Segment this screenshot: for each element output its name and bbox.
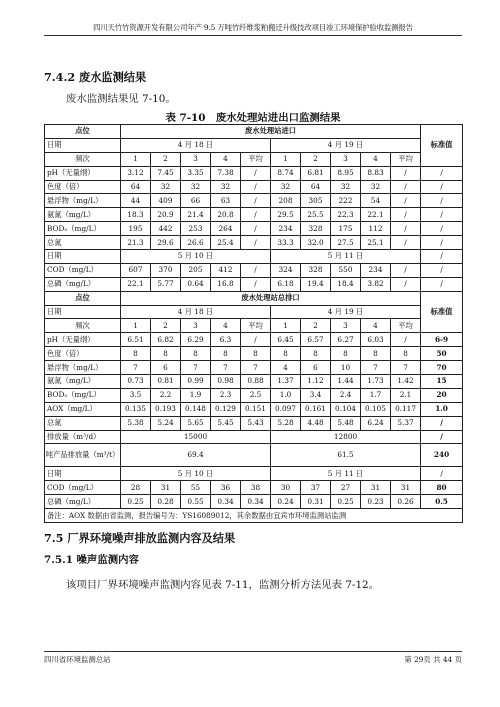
value-cell: 25.1 — [361, 236, 391, 250]
discharge-label: 排放量（m³/d） — [45, 430, 121, 444]
date-cell: 5 月 10 日 — [121, 250, 271, 264]
value-cell: 5.45 — [211, 416, 241, 430]
value-cell: 3.5 — [121, 388, 151, 402]
table-row — [45, 361, 463, 375]
table-row — [45, 481, 463, 495]
value-cell: / — [241, 277, 271, 291]
freq-cell: 2 — [301, 152, 331, 166]
row-label: 色度（倍） — [45, 347, 121, 361]
value-cell: 54 — [361, 194, 391, 208]
value-cell: 37 — [301, 481, 331, 495]
value-cell: 32 — [361, 180, 391, 194]
value-cell: 6.18 — [271, 277, 301, 291]
value-cell: 0.151 — [241, 402, 271, 416]
value-cell: 22.1 — [121, 277, 151, 291]
value-cell: 3.12 — [121, 166, 151, 180]
value-cell: 18.4 — [331, 277, 361, 291]
std-cell: 240 — [421, 444, 463, 467]
std-cell: 15 — [421, 375, 463, 389]
freq-label: 频次 — [45, 319, 121, 333]
freq-label: 频次 — [45, 152, 121, 166]
value-cell: 328 — [301, 222, 331, 236]
value-cell: 36 — [211, 481, 241, 495]
row-label: 总氮 — [45, 236, 121, 250]
value-cell: 234 — [361, 263, 391, 277]
freq-cell: 4 — [211, 152, 241, 166]
value-cell: 7 — [361, 361, 391, 375]
row-label: AOX（mg/L） — [45, 402, 121, 416]
std-cell: / — [421, 180, 463, 194]
value-cell: 7.38 — [211, 166, 241, 180]
value-cell: 6.03 — [361, 333, 391, 347]
std-cell: / — [421, 250, 463, 264]
value-cell: 6.29 — [181, 333, 211, 347]
value-cell: 328 — [301, 263, 331, 277]
date-label: 日期 — [45, 250, 121, 264]
table-row — [45, 194, 463, 208]
section-heading-75: 7.5 厂界环境噪声排放监测内容及结果 — [44, 531, 236, 545]
footer-organization: 四川省环境监测总站 — [44, 655, 111, 664]
table-note-block — [45, 509, 463, 523]
value-cell: 0.193 — [151, 402, 181, 416]
std-cell: / — [421, 166, 463, 180]
value-cell: 29.6 — [151, 236, 181, 250]
page-number: 第 29页 共 44 页 — [404, 655, 462, 664]
value-cell: 324 — [271, 263, 301, 277]
value-cell: 0.129 — [211, 402, 241, 416]
value-cell: 1.42 — [391, 375, 421, 389]
value-cell: 7 — [391, 361, 421, 375]
value-cell: 8 — [151, 347, 181, 361]
freq-cell: 2 — [301, 319, 331, 333]
table-row — [45, 222, 463, 236]
value-cell: 8 — [361, 347, 391, 361]
value-cell: 5.48 — [331, 416, 361, 430]
freq-cell: 1 — [271, 152, 301, 166]
value-cell: 5.24 — [151, 416, 181, 430]
outlet-rows — [45, 333, 463, 430]
row-label: 悬浮物（mg/L） — [45, 194, 121, 208]
value-cell: 19.4 — [301, 277, 331, 291]
freq-cell: 平均 — [391, 152, 421, 166]
per-ton-value: 69.4 — [121, 444, 271, 467]
value-cell: 21.4 — [181, 208, 211, 222]
value-cell: 6.3 — [211, 333, 241, 347]
value-cell: / — [391, 180, 421, 194]
paragraph-intro: 废水监测结果见 7-10。 — [66, 93, 176, 105]
value-cell: 18.3 — [121, 208, 151, 222]
value-cell: 20.8 — [211, 208, 241, 222]
value-cell: 0.104 — [331, 402, 361, 416]
table-row — [45, 375, 463, 389]
value-cell: 234 — [271, 222, 301, 236]
std-cell: 20 — [421, 388, 463, 402]
value-cell: 21.3 — [121, 236, 151, 250]
value-cell: 16.8 — [211, 277, 241, 291]
value-cell: 2.3 — [211, 388, 241, 402]
value-cell: 66 — [181, 194, 211, 208]
value-cell: 7 — [211, 361, 241, 375]
freq-cell: 3 — [181, 319, 211, 333]
value-cell: 0.88 — [241, 375, 271, 389]
value-cell: 0.34 — [211, 495, 241, 509]
value-cell: / — [391, 263, 421, 277]
value-cell: 7 — [241, 361, 271, 375]
value-cell: / — [391, 208, 421, 222]
outlet-rows-2 — [45, 481, 463, 509]
value-cell: / — [241, 180, 271, 194]
value-cell: 6.27 — [331, 333, 361, 347]
row-label: 氨氮（mg/L） — [45, 208, 121, 222]
value-cell: 0.105 — [361, 402, 391, 416]
std-cell: 70 — [421, 361, 463, 375]
value-cell: 8.74 — [271, 166, 301, 180]
std-cell: / — [421, 236, 463, 250]
discharge-value: 15000 — [121, 430, 271, 444]
row-label: COD（mg/L） — [45, 481, 121, 495]
value-cell: 195 — [121, 222, 151, 236]
value-cell: 8.83 — [361, 166, 391, 180]
value-cell: 38 — [241, 481, 271, 495]
value-cell: 8 — [241, 347, 271, 361]
value-cell: 20.9 — [151, 208, 181, 222]
value-cell: 0.98 — [211, 375, 241, 389]
value-cell: 7 — [181, 361, 211, 375]
value-cell: 8 — [331, 347, 361, 361]
value-cell: 0.31 — [301, 495, 331, 509]
date-cell: 5 月 10 日 — [121, 467, 271, 481]
value-cell: 5.77 — [151, 277, 181, 291]
row-label: 总磷（mg/L） — [45, 495, 121, 509]
value-cell: / — [391, 236, 421, 250]
value-cell: 0.81 — [151, 375, 181, 389]
row-label: BOD₅（mg/L） — [45, 388, 121, 402]
row-label: 总磷（mg/L） — [45, 277, 121, 291]
table-caption: 表 7-10 废水处理站进出口监测结果 — [165, 112, 341, 124]
value-cell: 370 — [151, 263, 181, 277]
value-cell: 28 — [121, 481, 151, 495]
value-cell: 64 — [121, 180, 151, 194]
section-heading-751: 7.5.1 噪声监测内容 — [44, 554, 139, 566]
value-cell: 0.117 — [391, 402, 421, 416]
value-cell: 3.35 — [181, 166, 211, 180]
inlet-date2-block — [45, 250, 463, 264]
value-cell: 63 — [211, 194, 241, 208]
freq-cell: 1 — [121, 319, 151, 333]
value-cell: / — [241, 333, 271, 347]
std-header: 标准值 — [421, 291, 463, 333]
value-cell: 31 — [391, 481, 421, 495]
table-row — [45, 180, 463, 194]
outlet-block — [45, 291, 463, 333]
value-cell: 25.4 — [211, 236, 241, 250]
freq-cell: 2 — [151, 319, 181, 333]
value-cell: 175 — [331, 222, 361, 236]
value-cell: 3.82 — [361, 277, 391, 291]
std-cell: / — [421, 467, 463, 481]
freq-cell: 平均 — [391, 319, 421, 333]
freq-cell: 平均 — [241, 152, 271, 166]
value-cell: 44 — [121, 194, 151, 208]
inlet-block — [45, 125, 463, 167]
value-cell: 3.4 — [301, 388, 331, 402]
value-cell: 1.9 — [181, 388, 211, 402]
value-cell: 0.26 — [391, 495, 421, 509]
value-cell: 1.73 — [361, 375, 391, 389]
value-cell: 0.135 — [121, 402, 151, 416]
value-cell: 6 — [151, 361, 181, 375]
value-cell: 5.65 — [181, 416, 211, 430]
page-header: 四川天竹竹资源开发有限公司年产 9.5 万吨竹纤维浆粕搬迁升级技改项目竣工环境保护验收监测报告 — [44, 22, 462, 36]
value-cell: 409 — [151, 194, 181, 208]
value-cell: 55 — [181, 481, 211, 495]
freq-cell: 3 — [181, 152, 211, 166]
value-cell: 6.82 — [151, 333, 181, 347]
freq-cell: 2 — [151, 152, 181, 166]
table-row — [45, 263, 463, 277]
row-label: pH（无量纲） — [45, 166, 121, 180]
discharge-value: 12800 — [271, 430, 421, 444]
value-cell: 22.3 — [331, 208, 361, 222]
value-cell: 8.95 — [331, 166, 361, 180]
value-cell: 5.43 — [241, 416, 271, 430]
value-cell: 208 — [271, 194, 301, 208]
value-cell: 8 — [181, 347, 211, 361]
value-cell: 32 — [271, 180, 301, 194]
std-cell: 50 — [421, 347, 463, 361]
value-cell: 607 — [121, 263, 151, 277]
value-cell: 0.34 — [241, 495, 271, 509]
value-cell: 0.73 — [121, 375, 151, 389]
std-cell: 1.0 — [421, 402, 463, 416]
value-cell: / — [391, 277, 421, 291]
inlet-rows-2 — [45, 263, 463, 291]
point-label: 点位 — [45, 291, 121, 305]
table-row — [45, 333, 463, 347]
value-cell: 32.0 — [301, 236, 331, 250]
freq-cell: 1 — [271, 319, 301, 333]
value-cell: / — [391, 222, 421, 236]
value-cell: 0.64 — [181, 277, 211, 291]
freq-cell: 3 — [331, 319, 361, 333]
value-cell: 32 — [181, 180, 211, 194]
value-cell: 33.3 — [271, 236, 301, 250]
value-cell: 22.1 — [361, 208, 391, 222]
date-cell: 4 月 18 日 — [121, 138, 271, 152]
value-cell: 27 — [331, 481, 361, 495]
table-row — [45, 495, 463, 509]
table-row — [45, 208, 463, 222]
value-cell: 8 — [211, 347, 241, 361]
value-cell: / — [241, 208, 271, 222]
value-cell: 0.25 — [331, 495, 361, 509]
value-cell: / — [391, 166, 421, 180]
value-cell: 8 — [121, 347, 151, 361]
value-cell: 4.48 — [301, 416, 331, 430]
value-cell: 5.37 — [391, 416, 421, 430]
value-cell: 442 — [151, 222, 181, 236]
std-cell: / — [421, 222, 463, 236]
date-cell: 5 月 11 日 — [271, 467, 421, 481]
value-cell: 2.1 — [391, 388, 421, 402]
value-cell: 4 — [271, 361, 301, 375]
std-cell: / — [421, 208, 463, 222]
value-cell: 6.24 — [361, 416, 391, 430]
table-row — [45, 166, 463, 180]
value-cell: 222 — [331, 194, 361, 208]
per-ton-value: 61.5 — [271, 444, 421, 467]
section-heading-742: 7.4.2 废水监测结果 — [44, 70, 147, 84]
value-cell: 412 — [211, 263, 241, 277]
value-cell: 0.55 — [181, 495, 211, 509]
value-cell: / — [241, 236, 271, 250]
value-cell: 205 — [181, 263, 211, 277]
value-cell: 6.45 — [271, 333, 301, 347]
value-cell: 6.51 — [121, 333, 151, 347]
value-cell: 8 — [391, 347, 421, 361]
value-cell: 0.23 — [361, 495, 391, 509]
date-label: 日期 — [45, 467, 121, 481]
outlet-discharge-block — [45, 430, 463, 481]
value-cell: 5.28 — [271, 416, 301, 430]
paragraph-noise: 该项目厂界环境噪声监测内容见表 7-11，监测分析方法见表 7-12。 — [66, 579, 380, 591]
freq-cell: 4 — [211, 319, 241, 333]
value-cell: 30 — [271, 481, 301, 495]
date-cell: 4 月 19 日 — [271, 138, 421, 152]
value-cell: 6.57 — [301, 333, 331, 347]
date-cell: 4 月 18 日 — [121, 305, 271, 319]
row-label: BOD₅（mg/L） — [45, 222, 121, 236]
value-cell: 550 — [331, 263, 361, 277]
value-cell: 2.2 — [151, 388, 181, 402]
row-label: pH（无量纲） — [45, 333, 121, 347]
freq-cell: 1 — [121, 152, 151, 166]
value-cell: 10 — [331, 361, 361, 375]
row-label: 悬浮物（mg/L） — [45, 361, 121, 375]
value-cell: 1.0 — [271, 388, 301, 402]
freq-cell: 4 — [361, 319, 391, 333]
table-row — [45, 416, 463, 430]
value-cell: 0.25 — [121, 495, 151, 509]
table-row — [45, 236, 463, 250]
table-note: 备注：AOX 数据由省监测，报告编号为：YS16089012，其余数据由宜宾市环境监测站监测 — [45, 509, 463, 523]
std-header: 标准值 — [421, 125, 463, 167]
inlet-rows — [45, 166, 463, 249]
std-cell: 6-9 — [421, 333, 463, 347]
value-cell: 1.12 — [301, 375, 331, 389]
value-cell: / — [241, 166, 271, 180]
point-label: 点位 — [45, 125, 121, 139]
value-cell: 2.4 — [331, 388, 361, 402]
value-cell: 264 — [211, 222, 241, 236]
value-cell: 0.097 — [271, 402, 301, 416]
value-cell: 0.161 — [301, 402, 331, 416]
table-row — [45, 347, 463, 361]
value-cell: 32 — [331, 180, 361, 194]
value-cell: 8 — [301, 347, 331, 361]
value-cell: / — [241, 222, 271, 236]
freq-cell: 4 — [361, 152, 391, 166]
date-cell: 5 月 11 日 — [271, 250, 421, 264]
value-cell: 7.45 — [151, 166, 181, 180]
value-cell: 1.7 — [361, 388, 391, 402]
table-row — [45, 388, 463, 402]
value-cell: / — [241, 194, 271, 208]
value-cell: 305 — [301, 194, 331, 208]
value-cell: 8 — [271, 347, 301, 361]
value-cell: 1.37 — [271, 375, 301, 389]
value-cell: / — [391, 194, 421, 208]
std-cell: / — [421, 194, 463, 208]
wastewater-monitoring-table — [44, 124, 463, 523]
value-cell: 112 — [361, 222, 391, 236]
value-cell: 32 — [151, 180, 181, 194]
value-cell: 26.6 — [181, 236, 211, 250]
value-cell: 6 — [301, 361, 331, 375]
page-footer — [44, 651, 462, 665]
std-cell: 80 — [421, 481, 463, 495]
per-ton-label: 吨产品排放量（m³/t） — [45, 444, 121, 467]
std-cell: / — [421, 277, 463, 291]
value-cell: 27.5 — [331, 236, 361, 250]
value-cell: / — [391, 333, 421, 347]
value-cell: 31 — [151, 481, 181, 495]
std-cell: / — [421, 430, 463, 444]
row-label: COD（mg/L） — [45, 263, 121, 277]
date-label: 日期 — [45, 138, 121, 152]
table-row — [45, 402, 463, 416]
date-cell: 4 月 19 日 — [271, 305, 421, 319]
value-cell: 7 — [121, 361, 151, 375]
std-cell: / — [421, 263, 463, 277]
value-cell: 5.38 — [121, 416, 151, 430]
row-label: 氨氮（mg/L） — [45, 375, 121, 389]
table-row — [45, 277, 463, 291]
value-cell: 253 — [181, 222, 211, 236]
row-label: 色度（倍） — [45, 180, 121, 194]
point-name: 废水处理站总排口 — [121, 291, 421, 305]
value-cell: 25.5 — [301, 208, 331, 222]
point-name: 废水处理站进口 — [121, 125, 421, 139]
std-cell: 0.5 — [421, 495, 463, 509]
date-label: 日期 — [45, 305, 121, 319]
value-cell: 31 — [361, 481, 391, 495]
freq-cell: 3 — [331, 152, 361, 166]
value-cell: / — [241, 263, 271, 277]
value-cell: 29.5 — [271, 208, 301, 222]
value-cell: 1.44 — [331, 375, 361, 389]
value-cell: 32 — [211, 180, 241, 194]
freq-cell: 平均 — [241, 319, 271, 333]
value-cell: 64 — [301, 180, 331, 194]
value-cell: 0.28 — [151, 495, 181, 509]
value-cell: 0.99 — [181, 375, 211, 389]
value-cell: 0.24 — [271, 495, 301, 509]
value-cell: 2.5 — [241, 388, 271, 402]
row-label: 总氮 — [45, 416, 121, 430]
value-cell: 6.81 — [301, 166, 331, 180]
value-cell: 0.148 — [181, 402, 211, 416]
std-cell: / — [421, 416, 463, 430]
